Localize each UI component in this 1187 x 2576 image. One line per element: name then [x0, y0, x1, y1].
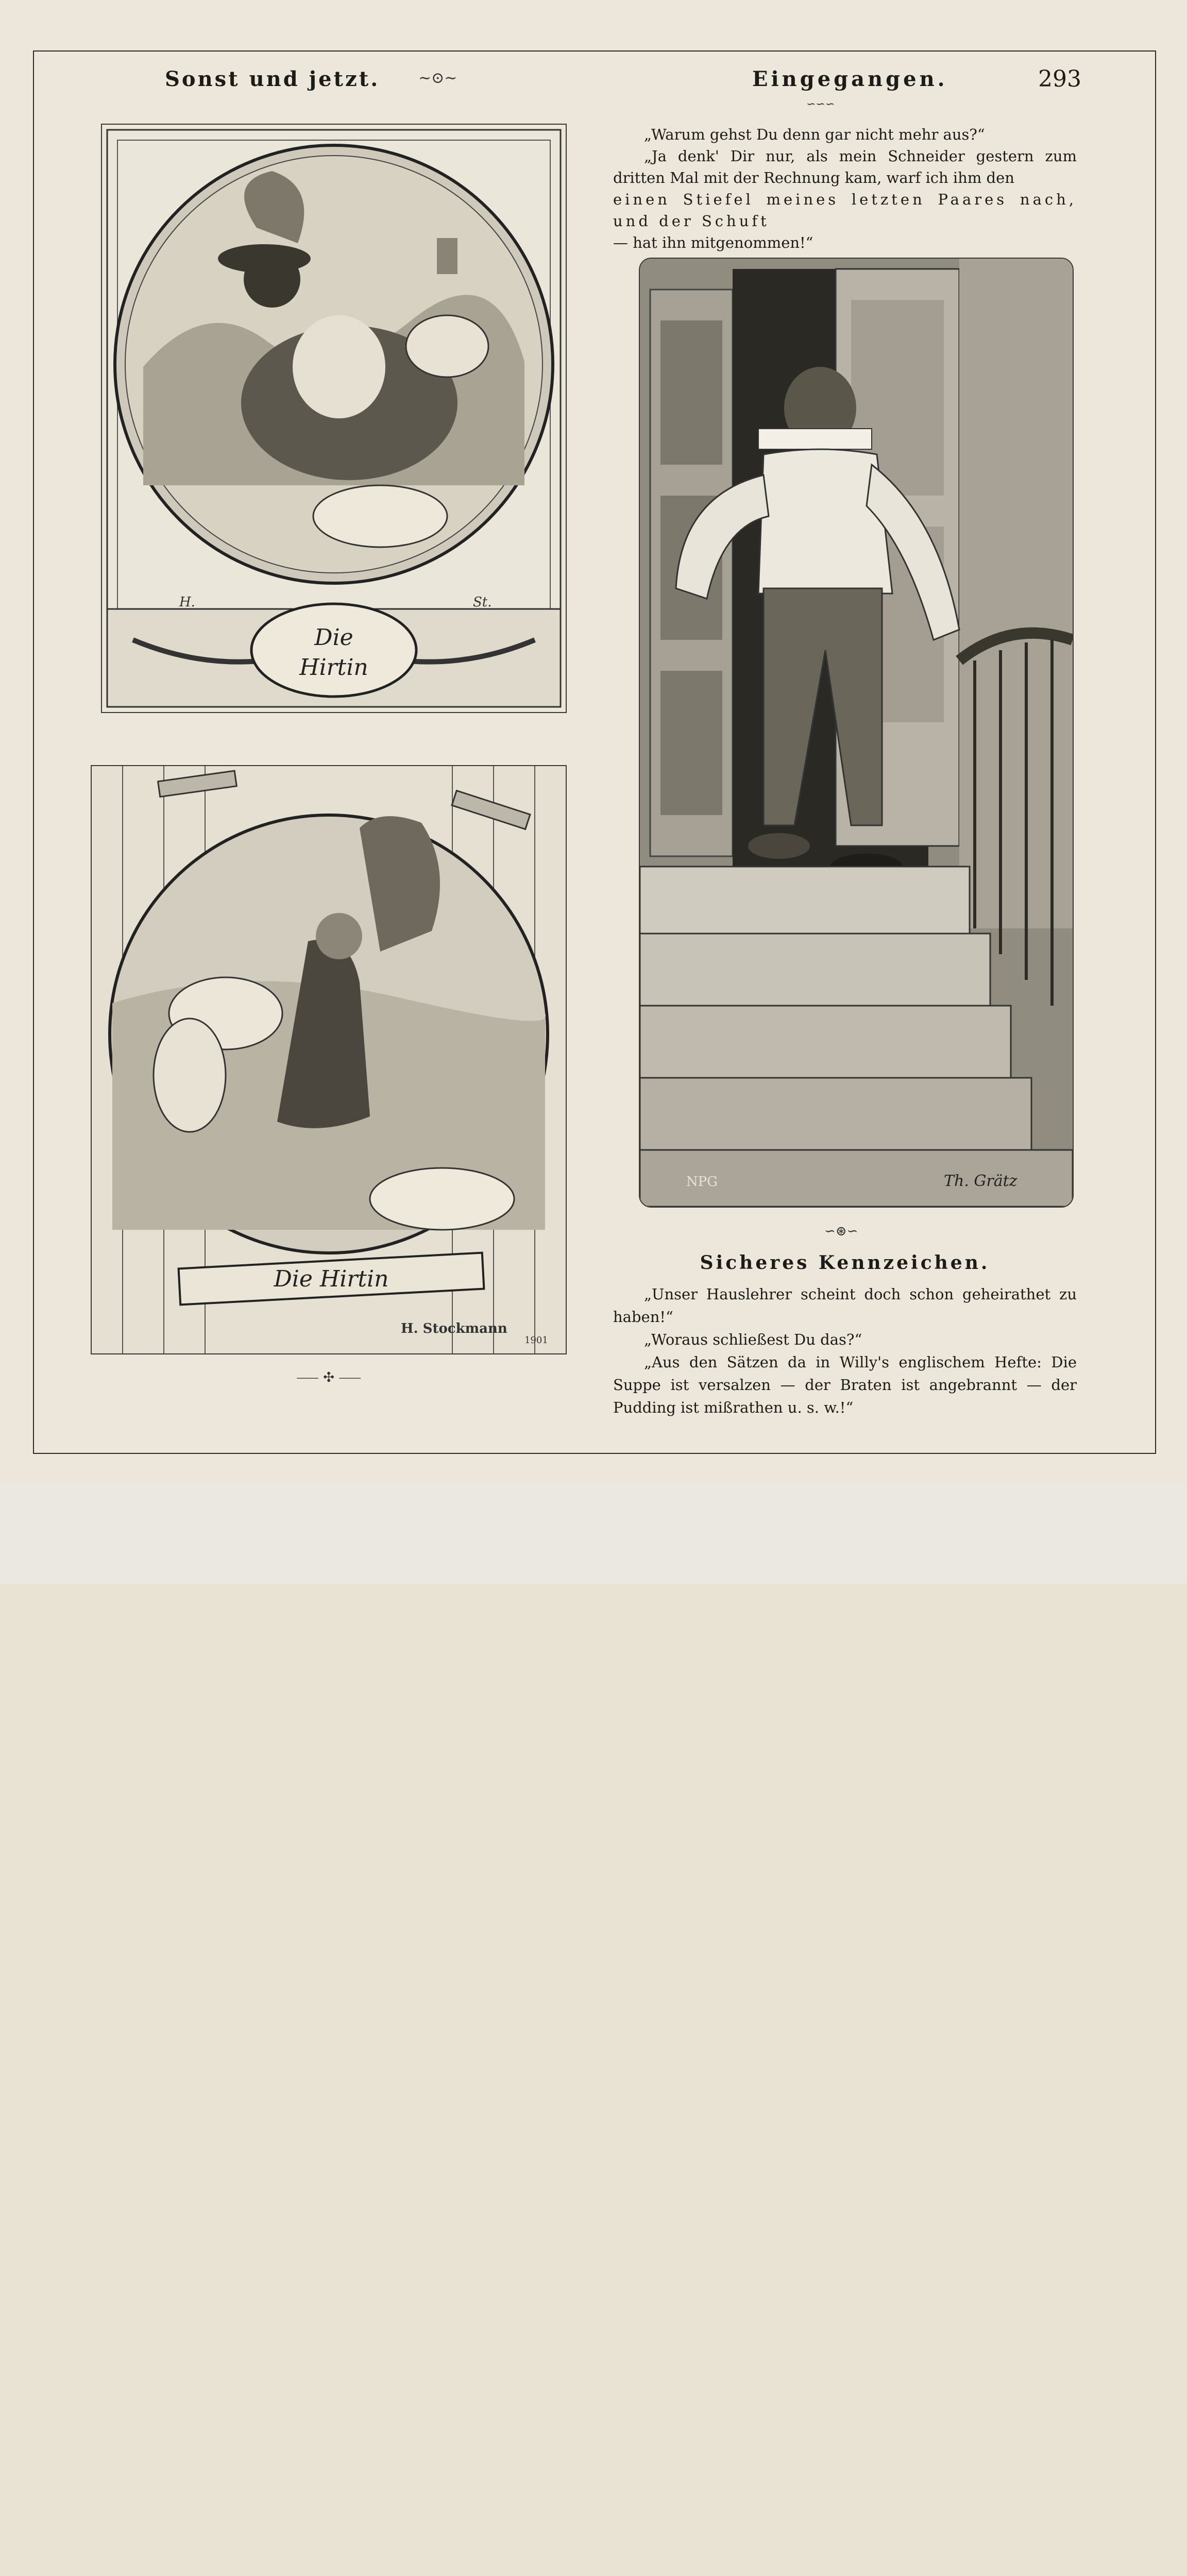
dialog-paragraph: „Aus den Sätzen da in Willy's englischem Hefte: Die Suppe ist versalzen — der Braten ist angebrannt — der Pudding ist mißrathen u. s. w.!“	[613, 1353, 1077, 1416]
monogram: NPG	[686, 1174, 718, 1190]
dialog-paragraph: „Unser Hauslehrer scheint doch schon geheirathet zu haben!“	[613, 1285, 1077, 1326]
caption-hirtin: Hirtin	[299, 654, 368, 681]
joke-dialog-1	[613, 124, 1077, 253]
illustration-shepherdess-ornamental	[101, 124, 567, 713]
illustration-shepherdess-rustic	[91, 765, 567, 1354]
dialog-line: einen Stiefel meines letzten Paares nach, und der Schuft	[613, 191, 1077, 230]
running-head-right: Eingegangen.	[752, 67, 948, 91]
joke-title: Sicheres Kennzeichen.	[700, 1252, 990, 1274]
illustration-man-in-doorway	[639, 258, 1074, 1208]
caption-die: Die	[314, 624, 353, 651]
end-ornament-icon: ⸺ ✣ ⸺	[296, 1370, 362, 1385]
shepherdess-ornamental-drawing	[102, 125, 566, 712]
dialog-line: „Warum gehst Du denn gar nicht mehr aus?“	[644, 126, 985, 143]
page-number: 293	[1038, 66, 1081, 92]
artist-signature-right: Th. Grätz	[944, 1172, 1018, 1190]
artist-year: 1901	[524, 1335, 548, 1346]
artist-signature: H. Stockmann	[401, 1321, 507, 1336]
shepherdess-rustic-drawing	[92, 766, 566, 1353]
ornament-right-icon: ~⊙~	[418, 69, 457, 87]
joke-dialog-2	[613, 1283, 1077, 1419]
man-doorway-drawing	[640, 259, 1073, 1207]
initial-left: H.	[179, 595, 195, 610]
dialog-line: — hat ihn mitgenommen!“	[613, 234, 813, 251]
viewer-footer	[0, 1484, 1187, 1584]
sign-text: Die Hirtin	[274, 1266, 389, 1292]
dialog-paragraph: „Woraus schließest Du das?“	[644, 1331, 862, 1348]
dialog-line: „Ja denk' Dir nur, als mein Schneider gestern zum dritten Mal mit der Rechnung kam, warf ich ihm den	[613, 147, 1077, 187]
initial-right: St.	[473, 595, 492, 610]
divider-ornament-icon: ∽∽∽	[806, 98, 835, 111]
running-head-left: Sonst und jetzt.	[165, 67, 380, 91]
title-ornament-icon: ∽⊛∽	[824, 1224, 858, 1239]
